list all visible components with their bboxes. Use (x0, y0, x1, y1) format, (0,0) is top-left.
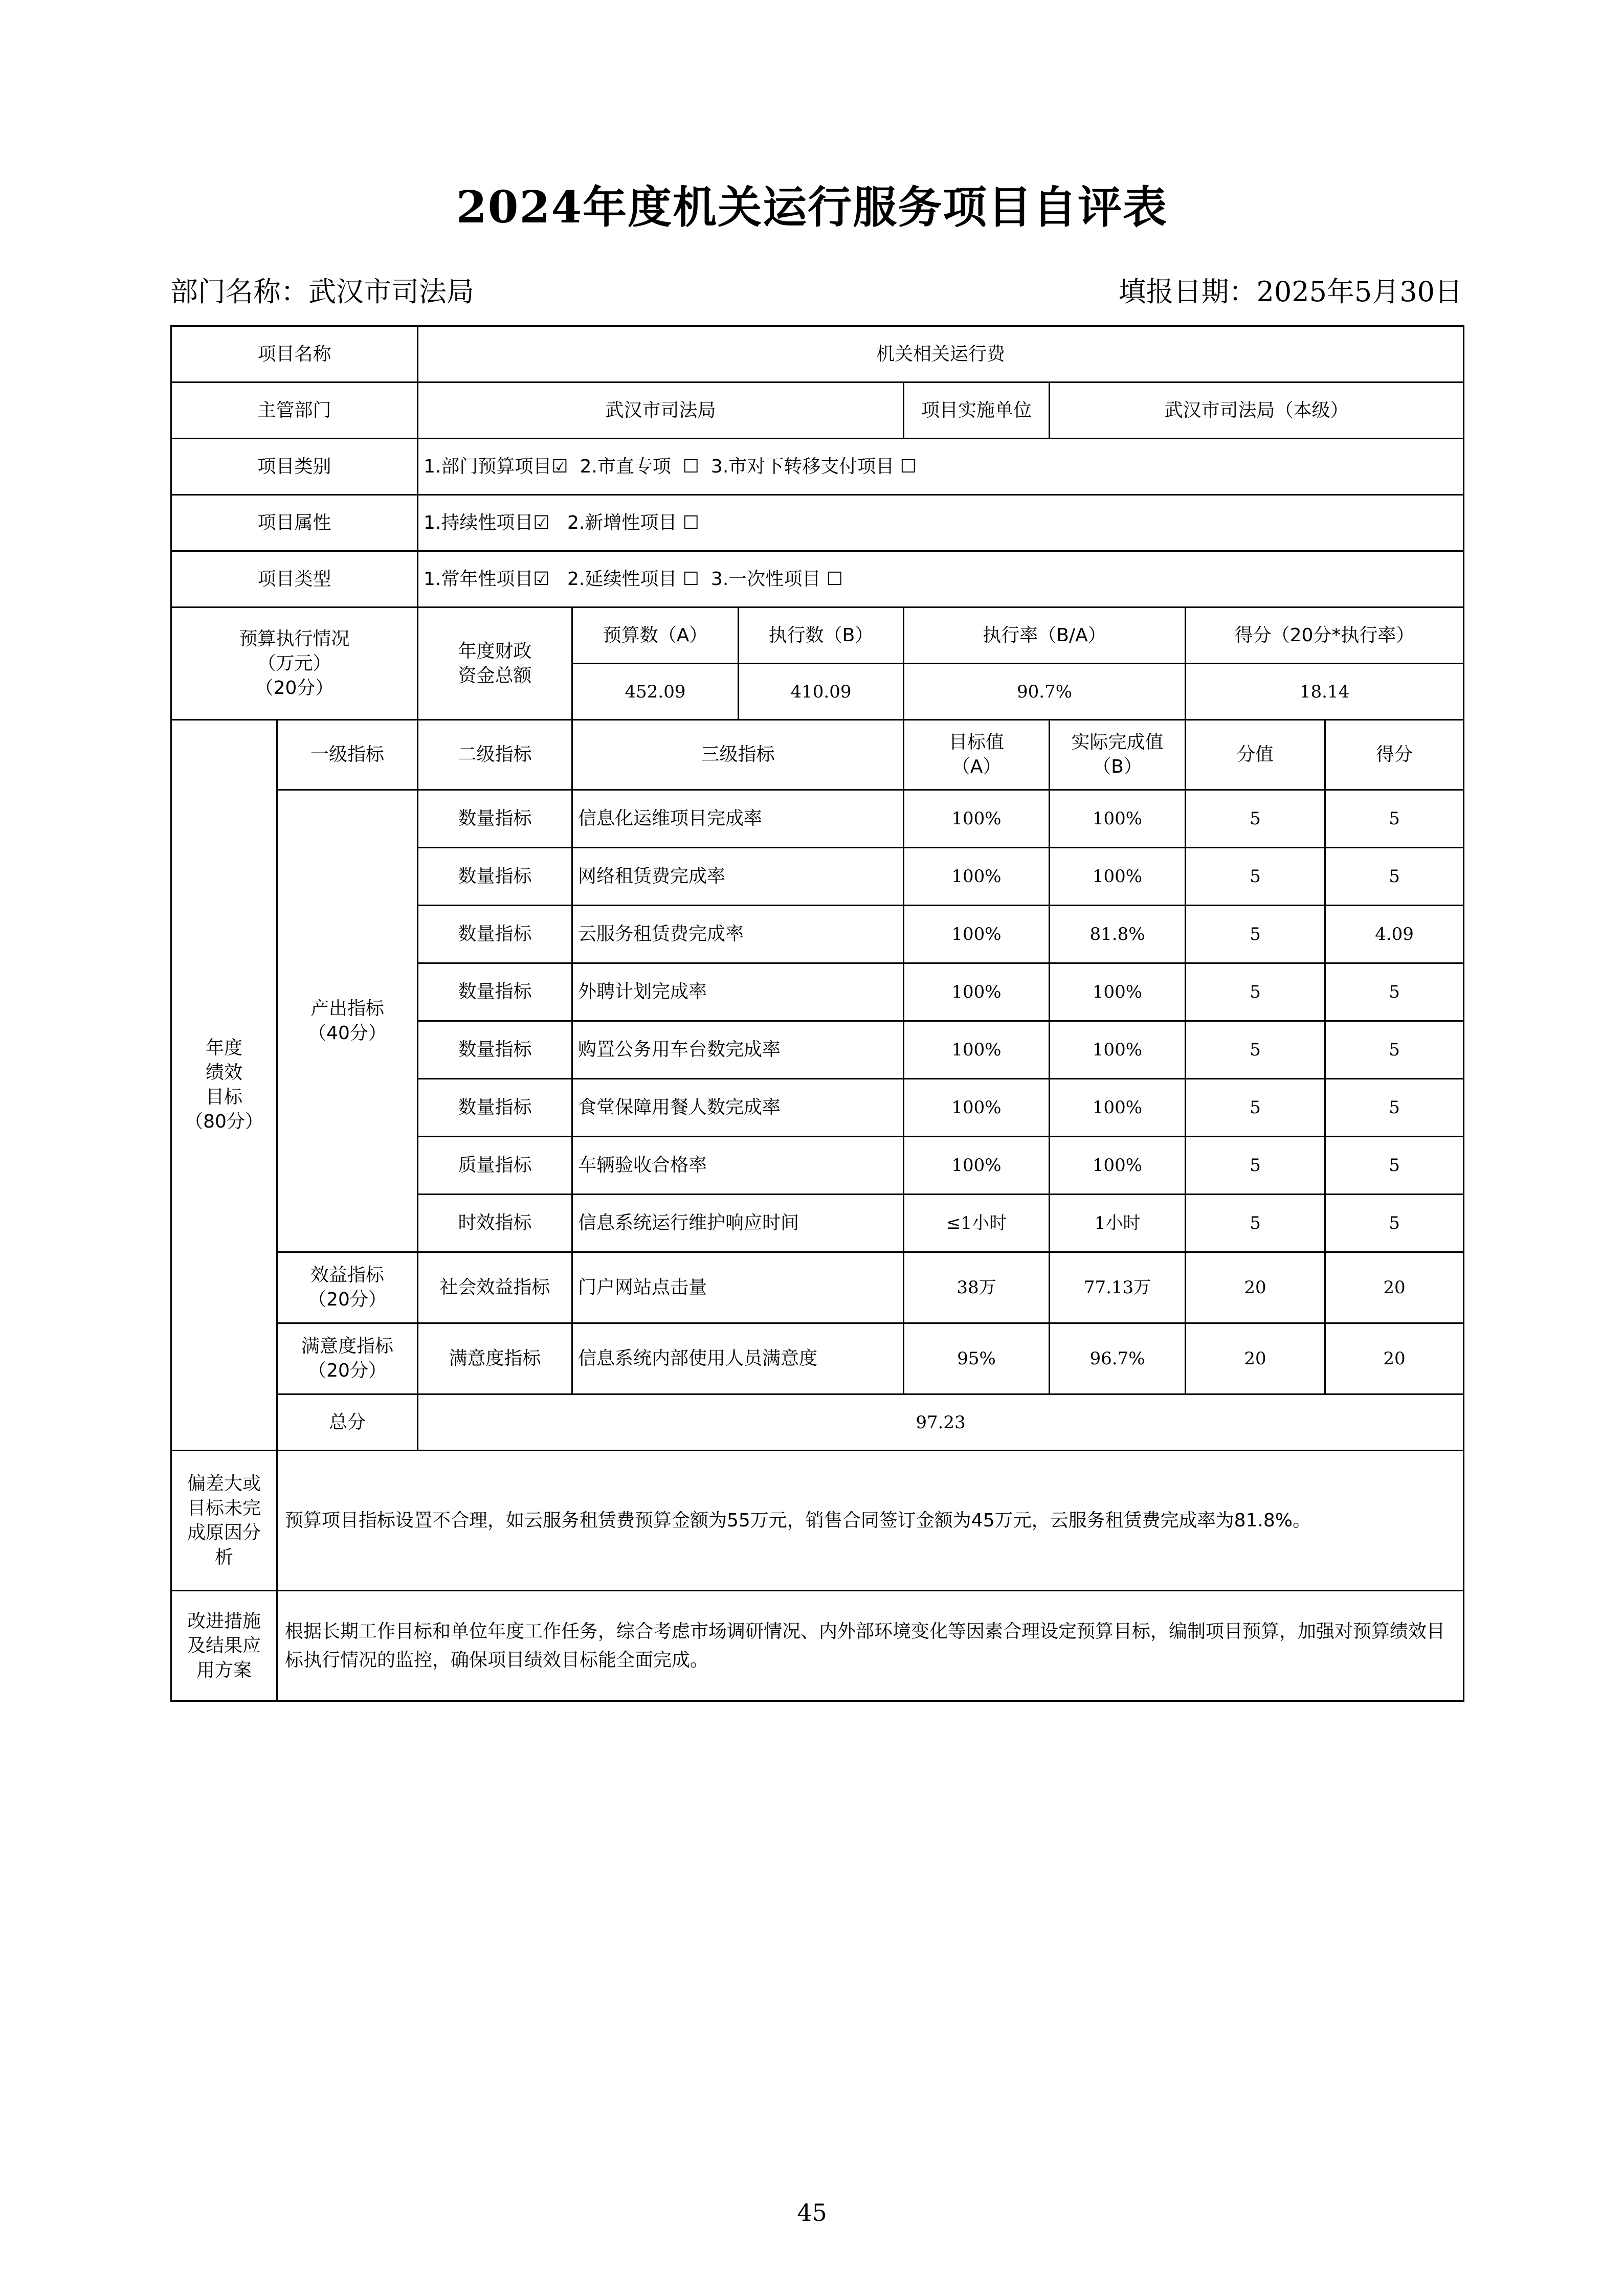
indicator-weight-score (1186, 1137, 1464, 1195)
indicator-level3: 信息系统内部使用人员满意度 (572, 1323, 904, 1394)
indicator-level3: 车辆验收合格率 (572, 1137, 904, 1195)
budget-label: 预算执行情况 （万元） （20分） (171, 607, 418, 720)
indicator-target: 100% (904, 906, 1050, 963)
indicator-weight-score (1186, 1252, 1464, 1323)
deviation-text: 预算项目指标设置不合理，如云服务租赁费预算金额为55万元，销售合同签订金额为45万元，云服务租赁费完成率为81.8%。 (277, 1451, 1464, 1591)
indicator-level2: 数量指标 (418, 1021, 572, 1079)
indicator-level3: 外聘计划完成率 (572, 963, 904, 1021)
indicator-weight-score (1186, 1079, 1464, 1137)
dept-label: 主管部门 (171, 382, 418, 439)
indicator-score: 20 (1383, 1348, 1406, 1369)
indicator-score: 5 (1389, 982, 1400, 1002)
fund-total-label: 年度财政 资金总额 (418, 607, 572, 720)
indicator-weight-score (1186, 906, 1464, 963)
department-name: 部门名称：武汉市司法局 (170, 276, 474, 308)
header-level2: 二级指标 (418, 720, 572, 790)
indicator-weight: 5 (1186, 1022, 1326, 1078)
total-label: 总分 (277, 1394, 418, 1451)
row-project-name (171, 326, 1464, 382)
indicator-row (171, 1252, 1464, 1323)
indicator-level3: 云服务租赁费完成率 (572, 906, 904, 963)
indicator-weight-score (1186, 1195, 1464, 1252)
attribute-label: 项目属性 (171, 495, 418, 551)
indicator-weight-score (1186, 963, 1464, 1021)
improvement-label: 改进措施 及结果应 用方案 (171, 1591, 277, 1701)
indicator-weight: 5 (1186, 1137, 1326, 1194)
project-name-label: 项目名称 (171, 326, 418, 382)
improvement-text: 根据长期工作目标和单位年度工作任务，综合考虑市场调研情况、内外部环境变化等因素合理设定预算目标，编制项目预算，加强对预算绩效目标执行情况的监控，确保项目绩效目标能全面完成。 (277, 1591, 1464, 1701)
indicator-actual: 100% (1050, 790, 1186, 848)
indicator-score: 5 (1389, 1155, 1400, 1176)
indicator-target: 100% (904, 790, 1050, 848)
dept-value: 武汉市司法局 (418, 382, 904, 439)
page-title: 2024年度机关运行服务项目自评表 (456, 182, 1168, 233)
type-label: 项目类型 (171, 551, 418, 607)
indicator-weight: 5 (1186, 848, 1326, 905)
group-label-satisfaction: 满意度指标 （20分） (277, 1323, 418, 1394)
indicator-weight: 5 (1186, 791, 1326, 847)
indicator-weight: 5 (1186, 1195, 1326, 1251)
indicator-level2: 数量指标 (418, 1079, 572, 1137)
indicator-weight-score (1186, 848, 1464, 906)
indicator-score: 5 (1389, 1213, 1400, 1233)
header-score: 得分 (1376, 744, 1413, 765)
row-budget-header (171, 607, 1464, 664)
indicator-actual: 100% (1050, 1021, 1186, 1079)
exec-amount: 410.09 (739, 664, 904, 720)
indicator-target: 100% (904, 963, 1050, 1021)
indicator-weight: 5 (1186, 906, 1326, 962)
category-options: 1.部门预算项目☑ 2.市直专项 ☐ 3.市对下转移支付项目 ☐ (418, 439, 1464, 495)
indicator-weight: 5 (1186, 964, 1326, 1020)
header-target: 目标值 （A） (904, 720, 1050, 790)
indicator-weight: 20 (1186, 1324, 1326, 1393)
fill-date: 填报日期：2025年5月30日 (1118, 276, 1462, 308)
header-weight-score (1186, 720, 1464, 790)
indicator-level3: 信息化运维项目完成率 (572, 790, 904, 848)
indicator-level3: 购置公务用车台数完成率 (572, 1021, 904, 1079)
indicator-actual: 77.13万 (1050, 1252, 1186, 1323)
header-actual: 实际完成值 （B） (1050, 720, 1186, 790)
row-indicator-header (171, 720, 1464, 790)
indicator-level3: 信息系统运行维护响应时间 (572, 1195, 904, 1252)
indicator-level2: 数量指标 (418, 906, 572, 963)
total-value: 97.23 (418, 1394, 1464, 1451)
indicator-target: 95% (904, 1323, 1050, 1394)
project-name-value: 机关相关运行费 (418, 326, 1464, 382)
indicator-target: 38万 (904, 1252, 1050, 1323)
indicator-score: 5 (1389, 808, 1400, 829)
indicator-actual: 100% (1050, 1079, 1186, 1137)
row-department (171, 382, 1464, 439)
header-level3: 三级指标 (572, 720, 904, 790)
indicator-actual: 100% (1050, 963, 1186, 1021)
exec-rate-label: 执行率（B/A） (904, 607, 1186, 664)
indicator-target: 100% (904, 848, 1050, 906)
indicator-score: 5 (1389, 1040, 1400, 1060)
indicator-target: ≤1小时 (904, 1195, 1050, 1252)
indicator-level2: 数量指标 (418, 848, 572, 906)
row-attribute (171, 495, 1464, 551)
indicator-weight-score (1186, 1323, 1464, 1394)
category-label: 项目类别 (171, 439, 418, 495)
indicator-weight: 20 (1186, 1253, 1326, 1322)
group-label-output: 产出指标 （40分） (277, 790, 418, 1252)
indicator-actual: 96.7% (1050, 1323, 1186, 1394)
header-weight: 分值 (1186, 721, 1326, 789)
indicator-target: 100% (904, 1021, 1050, 1079)
header-level1: 一级指标 (277, 720, 418, 790)
indicator-actual: 81.8% (1050, 906, 1186, 963)
indicator-actual: 100% (1050, 848, 1186, 906)
deviation-label: 偏差大或 目标未完 成原因分 析 (171, 1451, 277, 1591)
impl-unit-value: 武汉市司法局（本级） (1050, 382, 1464, 439)
indicator-score: 4.09 (1375, 924, 1414, 944)
indicator-level3: 网络租赁费完成率 (572, 848, 904, 906)
budget-score: 18.14 (1186, 664, 1464, 720)
row-deviation (171, 1451, 1464, 1591)
budget-score-label: 得分（20分*执行率） (1186, 607, 1464, 664)
exec-rate: 90.7% (904, 664, 1186, 720)
performance-section-label: 年度 绩效 目标 （80分） (171, 720, 277, 1451)
indicator-score: 20 (1383, 1277, 1406, 1298)
indicator-weight-score (1186, 1021, 1464, 1079)
row-type (171, 551, 1464, 607)
indicator-target: 100% (904, 1079, 1050, 1137)
group-label-benefit: 效益指标 （20分） (277, 1252, 418, 1323)
budget-amount-label: 预算数（A） (572, 607, 739, 664)
indicator-level2: 社会效益指标 (418, 1252, 572, 1323)
indicator-actual: 100% (1050, 1137, 1186, 1195)
row-improvement (171, 1591, 1464, 1701)
indicator-score: 5 (1389, 1097, 1400, 1118)
indicator-level2: 质量指标 (418, 1137, 572, 1195)
row-total (171, 1394, 1464, 1451)
indicator-level3: 门户网站点击量 (572, 1252, 904, 1323)
indicator-level2: 满意度指标 (418, 1323, 572, 1394)
type-options: 1.常年性项目☑ 2.延续性项目 ☐ 3.一次性项目 ☐ (418, 551, 1464, 607)
indicator-level2: 数量指标 (418, 963, 572, 1021)
attribute-options: 1.持续性项目☑ 2.新增性项目 ☐ (418, 495, 1464, 551)
indicator-score: 5 (1389, 866, 1400, 887)
indicator-level3: 食堂保障用餐人数完成率 (572, 1079, 904, 1137)
indicator-row (171, 1323, 1464, 1394)
indicator-level2: 数量指标 (418, 790, 572, 848)
indicator-level2: 时效指标 (418, 1195, 572, 1252)
exec-amount-label: 执行数（B） (739, 607, 904, 664)
evaluation-table (170, 325, 1464, 1702)
indicator-weight: 5 (1186, 1079, 1326, 1136)
indicator-weight-score (1186, 790, 1464, 848)
impl-unit-label: 项目实施单位 (904, 382, 1050, 439)
budget-amount: 452.09 (572, 664, 739, 720)
indicator-actual: 1小时 (1050, 1195, 1186, 1252)
row-category (171, 439, 1464, 495)
indicator-target: 100% (904, 1137, 1050, 1195)
indicator-row (171, 790, 1464, 848)
page-number: 45 (797, 2199, 827, 2226)
